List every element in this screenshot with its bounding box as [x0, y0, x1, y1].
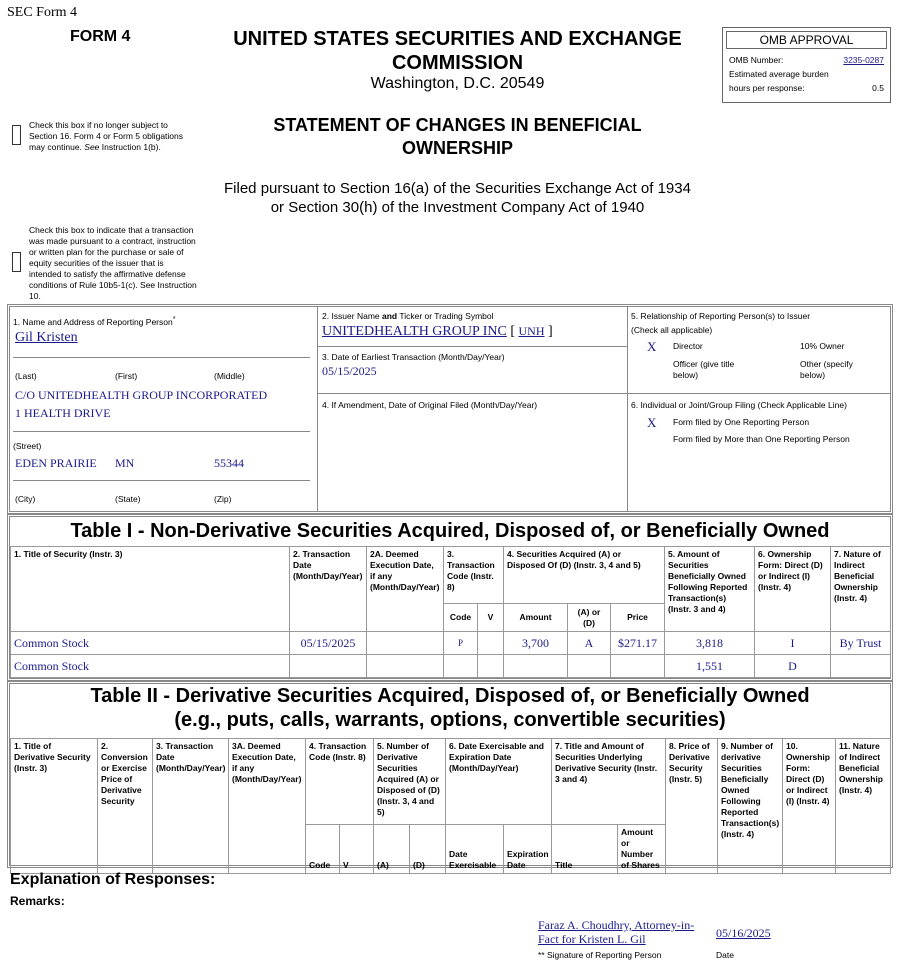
box2-label: 2. Issuer Name and Ticker or Trading Symbol: [322, 311, 494, 321]
single-filer-mark[interactable]: X: [647, 415, 657, 430]
issuer-name-link[interactable]: UNITEDHEALTH GROUP INC: [322, 324, 507, 339]
street-line1: C/O UNITEDHEALTH GROUP INCORPORATED: [15, 388, 268, 402]
t1-sub-price: Price: [611, 604, 665, 632]
ticker-bracket: ]: [548, 324, 553, 339]
t2-h-number: 5. Number of Derivative Securities Acquired (A) or Disposed of (D) (Instr. 3, 4 and 5): [374, 739, 446, 825]
t1-sub-v: V: [478, 604, 504, 632]
box6-label: 6. Individual or Joint/Group Filing (Check Applicable Line): [631, 400, 847, 410]
signature-date: 05/16/2025: [716, 926, 771, 940]
omb-hours-value: 0.5: [872, 83, 884, 93]
zip-value: 55344: [214, 456, 244, 470]
city-label: (City): [15, 494, 36, 504]
earliest-transaction-date: 05/15/2025: [322, 364, 377, 378]
t1-cell-v: [478, 632, 504, 655]
omb-number-link[interactable]: 3235-0287: [843, 55, 884, 65]
t1-cell-date: 05/15/2025: [290, 632, 367, 655]
signature-name: Faraz A. Choudhry, Attorney-in- Fact for Kristen L. Gil: [538, 918, 695, 946]
t1-cell-form: I: [755, 632, 831, 655]
t1-h-acquired: 4. Securities Acquired (A) or Disposed Of (D) (Instr. 3, 4 and 5): [504, 547, 665, 604]
t1-sub-code: Code: [444, 604, 478, 632]
t1-cell-code: P: [444, 632, 478, 655]
t1-cell-v: [478, 655, 504, 678]
t1-cell-date: [290, 655, 367, 678]
ticker-link[interactable]: UNH: [518, 324, 545, 338]
statement-title: STATEMENT OF CHANGES IN BENEFICIAL OWNERSHIP: [273, 115, 642, 158]
divider: [13, 480, 310, 481]
table2-title: Table II - Derivative Securities Acquired, Disposed of, or Beneficially Owned (e.g., puts, calls, warrants, options, convertible securities): [90, 685, 810, 731]
omb-burden-label: Estimated average burden: [729, 69, 829, 79]
t1-cell-nature: [831, 655, 891, 678]
divider: [317, 306, 318, 512]
section16-checkbox-label: Check this box if no longer subject to Section 16. Form 4 or Form 5 obligations may continue. See Instruction 1(b).: [29, 120, 184, 152]
t1-cell-price: [611, 655, 665, 678]
t2-sub-title: Title: [552, 825, 618, 874]
t1-h-code: 3. Transaction Code (Instr. 8): [444, 547, 504, 604]
divider: [13, 357, 310, 358]
omb-approval-box: [722, 27, 891, 103]
t2-h-nature: 11. Nature of Indirect Beneficial Ownership (Instr. 4): [836, 739, 891, 874]
box3-label: 3. Date of Earliest Transaction (Month/Day/Year): [322, 352, 505, 362]
t2-sub-v: V: [340, 825, 374, 874]
t1-cell-nature: By Trust: [831, 632, 891, 655]
agency-title: UNITED STATES SECURITIES AND EXCHANGE COMMISSION: [233, 28, 682, 74]
issuer-ticker: [322, 324, 553, 340]
omb-title: OMB APPROVAL: [726, 31, 887, 49]
t2-sub-code: Code: [306, 825, 340, 874]
single-filer-label: Form filed by One Reporting Person: [673, 417, 810, 427]
t1-h-title: 1. Title of Security (Instr. 3): [11, 547, 290, 632]
t2-h-form: 10. Ownership Form: Direct (D) or Indirect (I) (Instr. 4): [783, 739, 836, 874]
rule10b5-checkbox-label: Check this box to indicate that a transaction was made pursuant to a contract, instruction or written plan for the purchase or sale of equity securities of the issuer that is intended to satisfy the affirmative defense conditions of Rule 10b5-1(c). See Instruction 10.: [29, 225, 197, 301]
officer-label: Officer (give title below): [673, 359, 735, 380]
agency-city: Washington, D.C. 20549: [370, 75, 545, 92]
street-label: (Street): [13, 441, 42, 451]
omb-number-label: OMB Number:: [729, 55, 784, 65]
date-label: Date: [716, 950, 734, 960]
middle-label: (Middle): [214, 371, 245, 381]
t1-h-deemed: 2A. Deemed Execution Date, if any (Month/Day/Year): [367, 547, 444, 632]
t1-cell-owned: 1,551: [665, 655, 755, 678]
reporting-person-name[interactable]: Gil Kristen: [15, 330, 78, 345]
state-value: MN: [115, 456, 135, 470]
t2-h-exercisable: 6. Date Exercisable and Expiration Date (Month/Day/Year): [446, 739, 552, 825]
signature-label: ** Signature of Reporting Person: [538, 950, 662, 960]
t2-sub-expiration: Expiration Date: [504, 825, 552, 874]
filed-pursuant-text: Filed pursuant to Section 16(a) of the Securities Exchange Act of 1934 or Section 30(h) of the Investment Company Act of 1940: [224, 180, 691, 216]
t2-sub-d: (D): [410, 825, 446, 874]
box1-label: 1. Name and Address of Reporting Person*: [13, 315, 176, 327]
first-label: (First): [115, 371, 138, 381]
rule10b5-checkbox[interactable]: [12, 252, 21, 272]
t2-h-deemed: 3A. Deemed Execution Date, if any (Month/Day/Year): [229, 739, 306, 874]
director-label: Director: [673, 341, 703, 351]
divider: [318, 393, 890, 394]
t1-cell-ad: A: [568, 632, 611, 655]
street-line2: 1 HEALTH DRIVE: [15, 406, 111, 420]
form-corner-label: SEC Form 4: [7, 5, 78, 20]
form-number: FORM 4: [70, 28, 131, 45]
t1-cell-title: Common Stock: [11, 632, 290, 655]
t2-h-title: 1. Title of Derivative Security (Instr. 3): [11, 739, 98, 874]
ticker-bracket: [: [510, 324, 516, 339]
table1: [10, 546, 891, 678]
box5-label: 5. Relationship of Reporting Person(s) to Issuer (Check all applicable): [631, 311, 811, 335]
state-label: (State): [115, 494, 141, 504]
t1-cell-deemed: [367, 632, 444, 655]
table1-title: Table I - Non-Derivative Securities Acquired, Disposed of, or Beneficially Owned: [70, 520, 830, 542]
t1-cell-amount: [504, 655, 568, 678]
divider: [318, 346, 627, 347]
t2-sub-exercisable: Date Exercisable: [446, 825, 504, 874]
divider: [13, 431, 310, 432]
t1-h-owned: 5. Amount of Securities Beneficially Owned Following Reported Transaction(s) (Instr. 3 and 4): [665, 547, 755, 632]
table-row: [11, 632, 891, 655]
t1-cell-deemed: [367, 655, 444, 678]
t1-cell-form: D: [755, 655, 831, 678]
table-row: [11, 655, 891, 678]
city-value: EDEN PRAIRIE: [15, 456, 97, 470]
table2: [10, 738, 891, 874]
box4-label: 4. If Amendment, Date of Original Filed (Month/Day/Year): [322, 400, 538, 410]
t2-h-conversion: 2. Conversion or Exercise Price of Derivative Security: [98, 739, 153, 874]
t1-h-form: 6. Ownership Form: Direct (D) or Indirect (I) (Instr. 4): [755, 547, 831, 632]
t1-h-nature: 7. Nature of Indirect Beneficial Ownership (Instr. 4): [831, 547, 891, 632]
explanation-heading: Explanation of Responses:: [10, 871, 216, 888]
t2-h-code: 4. Transaction Code (Instr. 8): [306, 739, 374, 825]
ten-pct-owner-label: 10% Owner: [800, 341, 845, 351]
last-label: (Last): [15, 371, 37, 381]
omb-hours-label: hours per response:: [729, 83, 805, 93]
group-filer-label: Form filed by More than One Reporting Person: [673, 434, 850, 444]
t1-cell-price: $271.17: [611, 632, 665, 655]
t2-h-owned: 9. Number of derivative Securities Beneficially Owned Following Reported Transaction(s) (Instr. 4): [718, 739, 783, 874]
zip-label: (Zip): [214, 494, 232, 504]
divider: [627, 306, 628, 512]
t2-h-date: 3. Transaction Date (Month/Day/Year): [153, 739, 229, 874]
t1-cell-code: [444, 655, 478, 678]
t2-h-underlying: 7. Title and Amount of Securities Underlying Derivative Security (Instr. 3 and 4): [552, 739, 666, 825]
t2-h-price: 8. Price of Derivative Security (Instr. 5): [666, 739, 718, 874]
t1-cell-title: Common Stock: [11, 655, 290, 678]
t1-sub-ad: (A) or (D): [568, 604, 611, 632]
other-label: Other (specify below): [800, 359, 853, 380]
section16-checkbox[interactable]: [12, 125, 21, 145]
t1-cell-ad: [568, 655, 611, 678]
t1-cell-amount: 3,700: [504, 632, 568, 655]
t2-sub-a: (A): [374, 825, 410, 874]
t1-cell-owned: 3,818: [665, 632, 755, 655]
remarks-heading: Remarks:: [10, 894, 65, 908]
t1-h-date: 2. Transaction Date (Month/Day/Year): [290, 547, 367, 632]
t1-sub-amount: Amount: [504, 604, 568, 632]
director-mark[interactable]: X: [647, 339, 657, 354]
t2-sub-amount: Amount or Number of Shares: [618, 825, 666, 874]
